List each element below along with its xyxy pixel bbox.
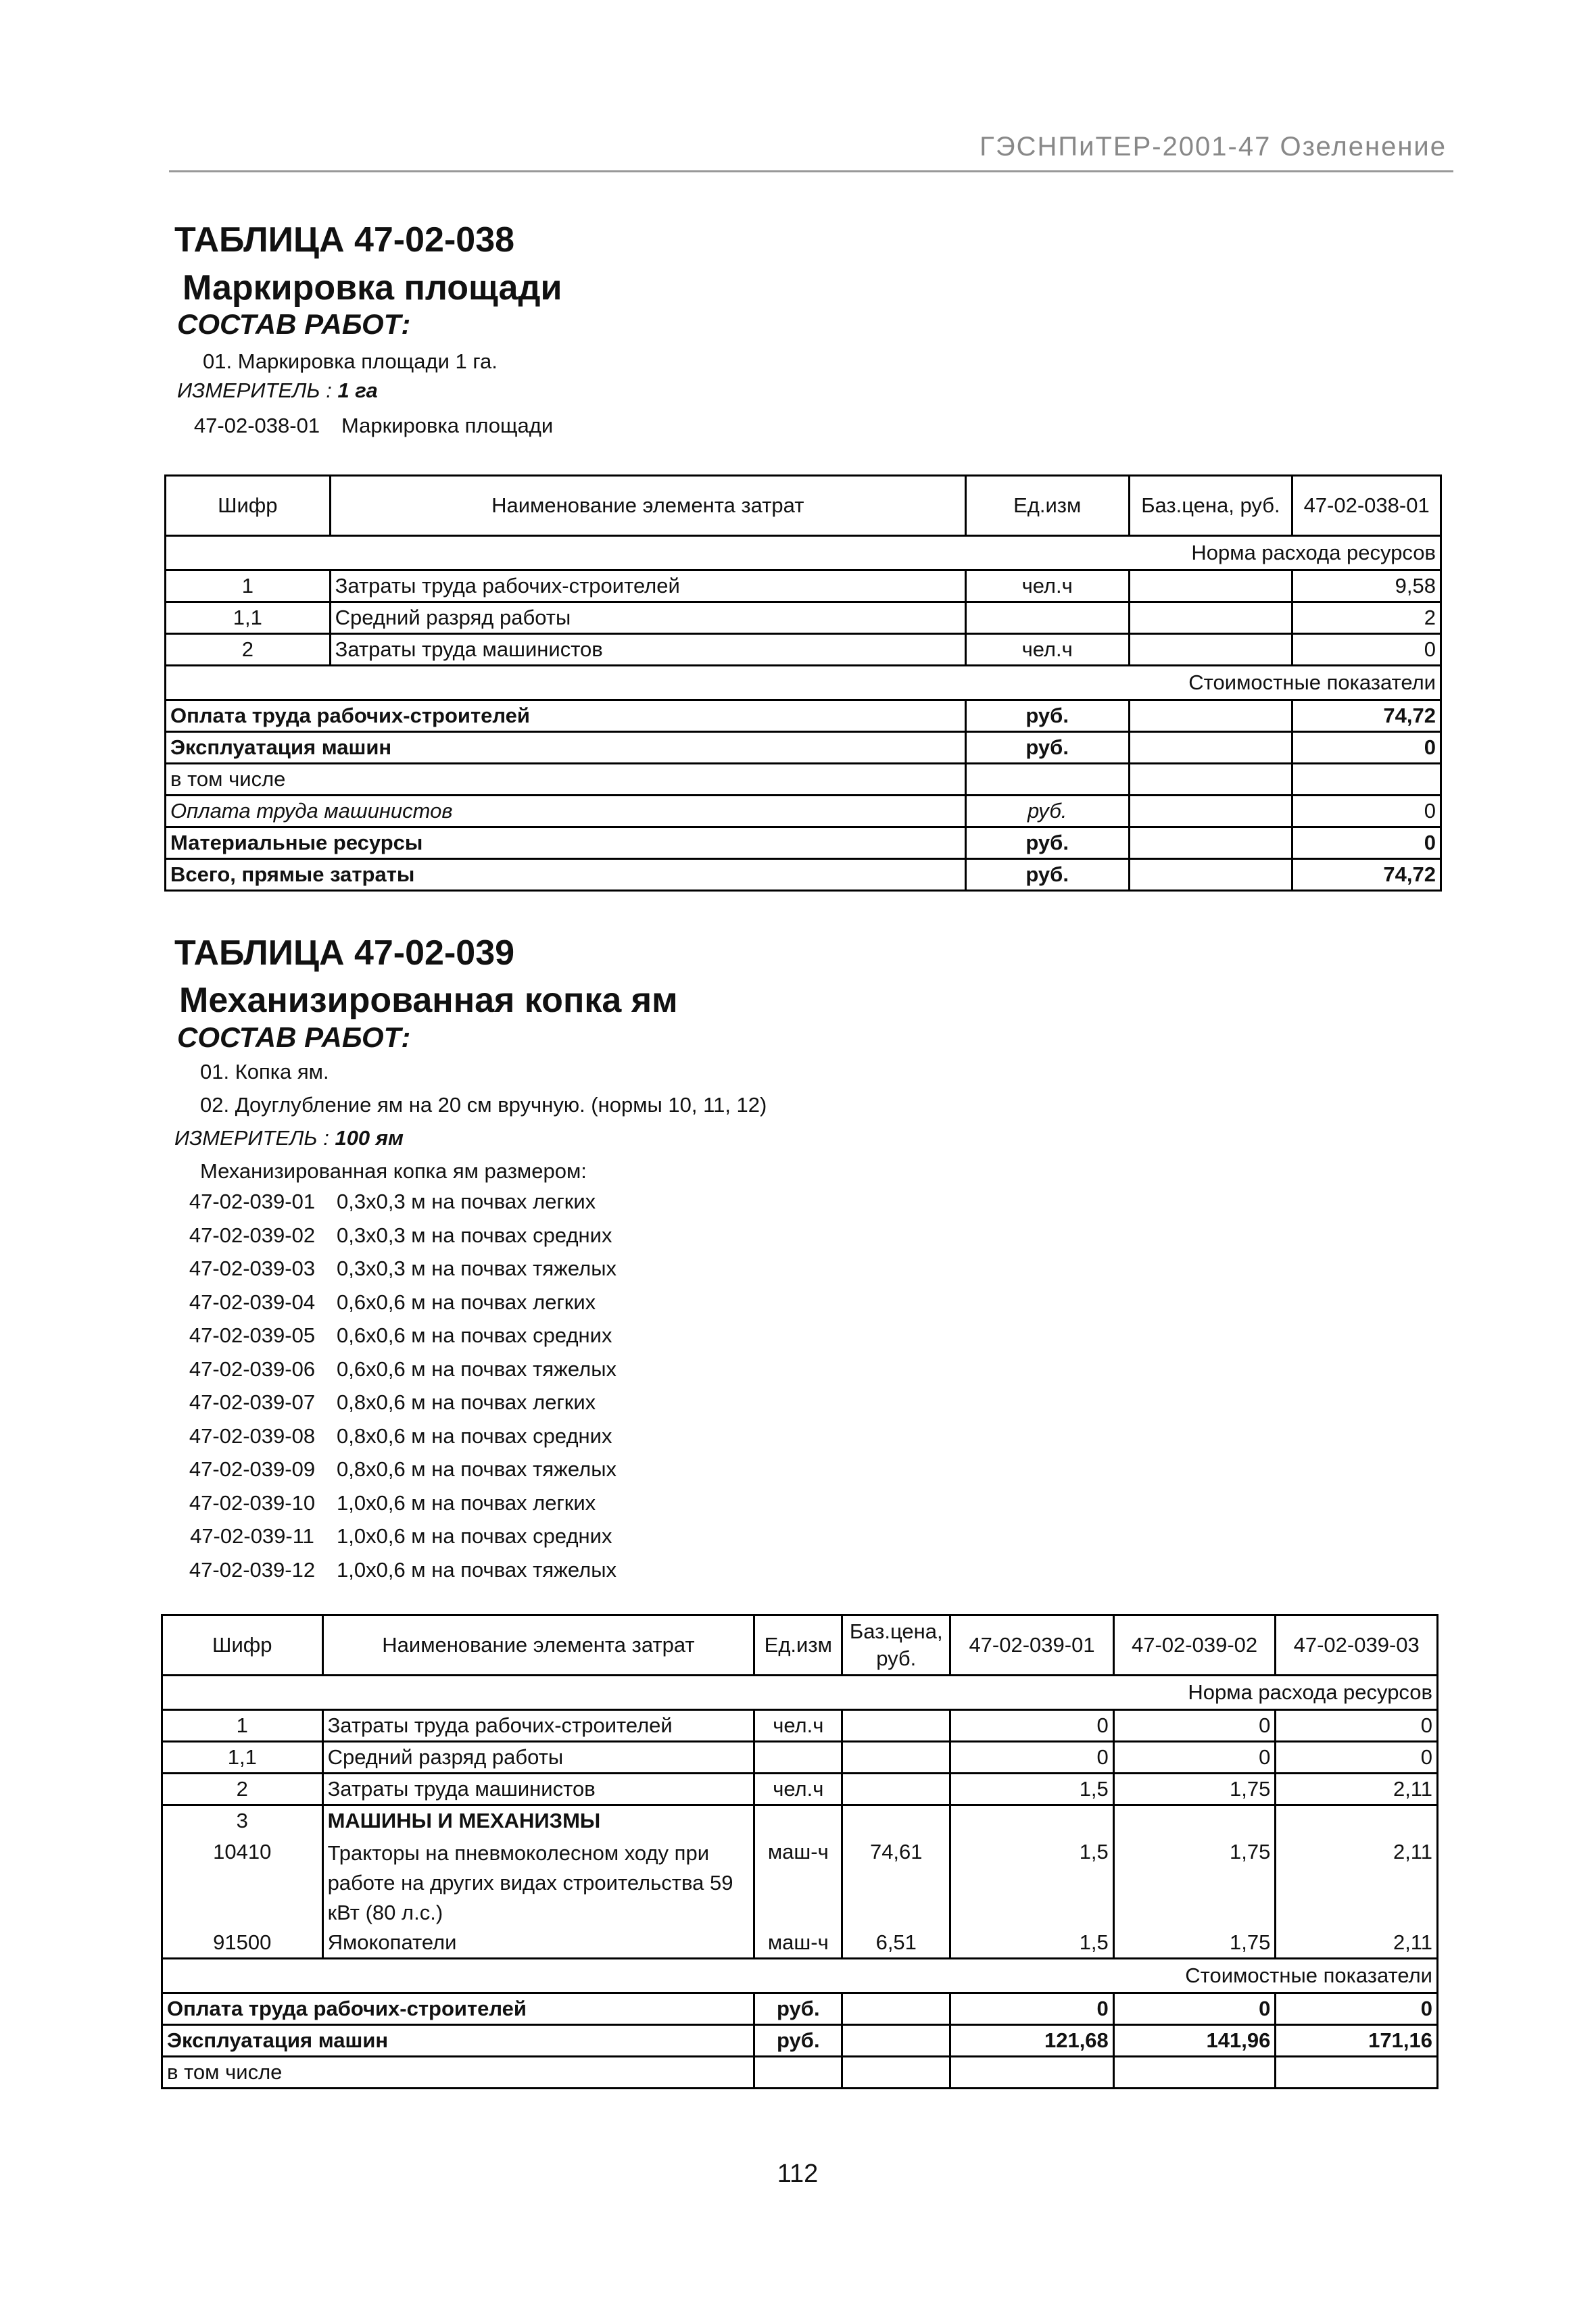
cell-price [842,1710,950,1742]
cost-name: Материальные ресурсы [166,827,966,859]
cell-unit: чел.ч [754,1710,842,1742]
code-row [168,1519,616,1553]
cost-value: 0 [950,1993,1114,2025]
meas-value: 100 ям [335,1126,404,1150]
cell-unit [754,1805,842,1836]
table2-title: ТАБЛИЦА 47-02-039 [174,933,515,973]
code-row [168,1486,616,1520]
code: 47-02-039-11 [190,1524,314,1548]
running-header: ГЭСНПиТЕР-2001-47 Озеленение [980,132,1447,162]
cell-value: 0 [1276,1710,1438,1742]
cost-row [162,2025,1438,2057]
cost-value: 0 [1276,1993,1438,2025]
code: 47-02-039-10 [189,1490,316,1515]
cost-value [950,2057,1114,2089]
th-name: Наименование элемента затрат [322,1615,754,1676]
cell-price [842,1774,950,1805]
th-price: Баз.цена, руб. [842,1615,950,1676]
cost-price [842,2057,950,2089]
code-desc: 0,3х0,3 м на почвах тяжелых [337,1257,616,1280]
cell-price [842,1805,950,1836]
code-row [168,1319,616,1353]
code-desc: 0,3х0,3 м на почвах средних [337,1223,612,1247]
table-row [166,602,1441,634]
table-row [162,1774,1438,1805]
code-row [168,1386,616,1419]
cell-value [1113,1805,1276,1836]
code-desc: 0,8х0,6 м на почвах средних [337,1423,612,1448]
code: 47-02-039-05 [189,1323,316,1347]
cell-unit [754,1742,842,1774]
cell-value: 2,11 [1276,1774,1438,1805]
table2-name: Механизированная копка ям [179,981,678,1020]
th-unit: Ед.изм [965,476,1129,536]
meas-label: ИЗМЕРИТЕЛЬ : [177,379,332,402]
cell-name: Затраты труда рабочих-строителей [330,570,965,602]
cost-unit: руб. [965,732,1129,764]
table-row [162,1742,1438,1774]
cell-code: 2 [166,634,331,666]
th-code: Шифр [162,1615,323,1676]
table1-grid [164,474,1442,892]
code: 47-02-039-06 [189,1357,316,1381]
code: 47-02-039-03 [189,1257,316,1280]
cell-value: 0 [1113,1742,1276,1774]
cell-value: 0 [1292,634,1441,666]
cost-price [842,1993,950,2025]
cell-value: 0 [950,1742,1114,1774]
cost-value: 121,68 [950,2025,1114,2057]
table-row [162,1928,1438,1959]
code-row [172,409,553,443]
cell-value: 1,75 [1113,1928,1276,1959]
cost-row [166,764,1441,796]
cell-price [1129,570,1292,602]
cost-row [162,2057,1438,2089]
cost-value: 171,16 [1276,2025,1438,2057]
th-col1: 47-02-038-01 [1292,476,1441,536]
cost-unit: руб. [965,827,1129,859]
cost-name: Эксплуатация машин [166,732,966,764]
table1-work: 01. Маркировка площади 1 га. [203,349,498,373]
code-desc: 1,0х0,6 м на почвах тяжелых [337,1557,616,1582]
cell-code: 10410 [162,1836,323,1928]
cost-price [1129,859,1292,891]
th-col3: 47-02-039-03 [1276,1615,1438,1676]
cell-code: 3 [162,1805,323,1836]
cell-name: Ямокопатели [322,1928,754,1959]
cost-unit: руб. [754,2025,842,2057]
cell-name: Затраты труда рабочих-строителей [322,1710,754,1742]
cell-unit [965,602,1129,634]
cell-name: Средний разряд работы [322,1742,754,1774]
cell-name: МАШИНЫ И МЕХАНИЗМЫ [322,1805,754,1836]
th-col1: 47-02-039-01 [950,1615,1114,1676]
cell-code: 1 [162,1710,323,1742]
code-desc: 0,8х0,6 м на почвах легких [337,1390,596,1414]
cost-price [1129,700,1292,732]
cell-unit: чел.ч [965,634,1129,666]
cost-price [842,2025,950,2057]
code-row [168,1453,616,1486]
cell-value [1276,1805,1438,1836]
code-desc: 1,0х0,6 м на почвах легких [337,1490,596,1515]
cell-value: 9,58 [1292,570,1441,602]
table-row [162,1836,1438,1928]
cost-unit: руб. [965,700,1129,732]
th-name: Наименование элемента затрат [330,476,965,536]
table2-meas [174,1126,404,1150]
header-rule [169,170,1453,172]
table1-title: ТАБЛИЦА 47-02-038 [174,220,515,260]
cell-price: 74,61 [842,1836,950,1928]
code-desc: 1,0х0,6 м на почвах средних [337,1524,612,1548]
cost-row [166,827,1441,859]
cost-value: 141,96 [1113,2025,1276,2057]
cell-value: 0 [1113,1710,1276,1742]
table2-codes [168,1185,616,1586]
norm-section: Норма расхода ресурсов [166,536,1441,570]
code-desc: 0,6х0,6 м на почвах тяжелых [337,1357,616,1381]
table-row [162,1805,1438,1836]
cell-price [1129,634,1292,666]
table-row [166,570,1441,602]
cell-value: 0 [1276,1742,1438,1774]
table2-grid [161,1614,1438,2089]
cost-name: Оплата труда рабочих-строителей [166,700,966,732]
page-number: 112 [777,2160,819,2188]
code: 47-02-039-04 [189,1290,316,1314]
cell-price [1129,602,1292,634]
cost-value: 0 [1292,732,1441,764]
code: 47-02-039-02 [189,1223,316,1247]
code-row [168,1185,616,1219]
th-col2: 47-02-039-02 [1113,1615,1276,1676]
cost-unit: руб. [754,1993,842,2025]
cell-unit: чел.ч [754,1774,842,1805]
table2-work-2: 02. Доуглубление ям на 20 см вручную. (нормы 10, 11, 12) [200,1093,767,1117]
cost-name: в том числе [166,764,966,796]
table2-work-1: 01. Копка ям. [200,1060,329,1083]
cell-value: 2,11 [1276,1928,1438,1959]
cost-value: 0 [1113,1993,1276,2025]
meas-value: 1 га [337,379,378,402]
cost-name: в том числе [162,2057,754,2089]
cost-price [1129,732,1292,764]
cell-value: 1,5 [950,1774,1114,1805]
cost-price [1129,827,1292,859]
cost-unit [965,764,1129,796]
cell-value: 1,5 [950,1836,1114,1928]
cell-unit: маш-ч [754,1928,842,1959]
code-desc: 0,6х0,6 м на почвах средних [337,1323,612,1347]
cost-value: 0 [1292,796,1441,827]
cell-name: Средний разряд работы [330,602,965,634]
code-desc: Маркировка площади [341,414,554,437]
cost-value [1113,2057,1276,2089]
table-row [162,1710,1438,1742]
cost-name: Оплата труда рабочих-строителей [162,1993,754,2025]
cell-name: Затраты труда машинистов [322,1774,754,1805]
code-row [168,1219,616,1252]
cost-unit [754,2057,842,2089]
code-row [168,1419,616,1453]
code: 47-02-038-01 [193,414,320,437]
cost-unit: руб. [965,859,1129,891]
table-row [166,634,1441,666]
cost-section: Стоимостные показатели [162,1959,1438,1993]
cell-name: Тракторы на пневмоколесном ходу при работе на других видах строительства 59 кВт (80 л.с.) [322,1836,754,1928]
code: 47-02-039-01 [189,1190,316,1213]
cost-row [166,700,1441,732]
cell-value: 1,75 [1113,1774,1276,1805]
cost-value: 74,72 [1292,859,1441,891]
th-code: Шифр [166,476,331,536]
cost-price [1129,796,1292,827]
code: 47-02-039-12 [189,1557,316,1582]
cost-section: Стоимостные показатели [166,666,1441,700]
cost-unit: руб. [965,796,1129,827]
cell-price [842,1742,950,1774]
table1-sostav: СОСТАВ РАБОТ: [177,308,411,340]
cell-value: 1,5 [950,1928,1114,1959]
norm-section: Норма расхода ресурсов [162,1676,1438,1710]
cost-price [1129,764,1292,796]
table2-intro: Механизированная копка ям размером: [200,1159,587,1183]
cell-code: 1 [166,570,331,602]
cost-value: 74,72 [1292,700,1441,732]
cell-name: Затраты труда машинистов [330,634,965,666]
code-row [168,1286,616,1319]
cell-value [950,1805,1114,1836]
cell-code: 2 [162,1774,323,1805]
code-row [168,1252,616,1286]
cell-value: 1,75 [1113,1836,1276,1928]
code-desc: 0,3х0,3 м на почвах легких [337,1190,596,1213]
cost-value: 0 [1292,827,1441,859]
cell-value: 0 [950,1710,1114,1742]
code-row [168,1553,616,1587]
cell-value: 2,11 [1276,1836,1438,1928]
cell-code: 91500 [162,1928,323,1959]
code-desc: 0,6х0,6 м на почвах легких [337,1290,596,1314]
table1-name: Маркировка площади [183,268,562,308]
cell-code: 1,1 [166,602,331,634]
cost-name: Оплата труда машинистов [166,796,966,827]
cost-row [166,732,1441,764]
cell-code: 1,1 [162,1742,323,1774]
cost-row [162,1993,1438,2025]
th-unit: Ед.изм [754,1615,842,1676]
cell-unit: чел.ч [965,570,1129,602]
table1-codes [172,409,553,443]
code: 47-02-039-07 [189,1390,316,1414]
cost-value [1292,764,1441,796]
cost-row [166,796,1441,827]
code-row [168,1353,616,1386]
cost-row [166,859,1441,891]
table1-meas [177,379,378,403]
cell-unit: маш-ч [754,1836,842,1928]
th-price: Баз.цена, руб. [1129,476,1292,536]
code: 47-02-039-09 [189,1457,316,1481]
cost-value [1276,2057,1438,2089]
code-desc: 0,8х0,6 м на почвах тяжелых [337,1457,616,1481]
table2-sostav: СОСТАВ РАБОТ: [177,1021,411,1053]
cell-price: 6,51 [842,1928,950,1959]
code: 47-02-039-08 [189,1423,316,1448]
cost-name: Эксплуатация машин [162,2025,754,2057]
meas-label: ИЗМЕРИТЕЛЬ : [174,1126,329,1150]
cost-name: Всего, прямые затраты [166,859,966,891]
cell-value: 2 [1292,602,1441,634]
